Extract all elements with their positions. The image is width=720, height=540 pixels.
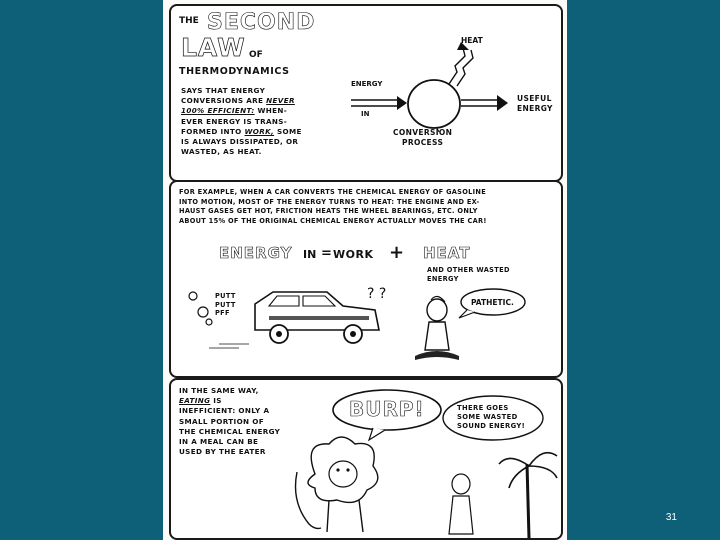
title-second: SECOND <box>207 10 316 35</box>
panel-second-law <box>169 4 563 182</box>
eating-part-2: IS INEFFICIENT: ONLY A SMALL PORTION OF THE CHEMICAL ENERGY IN A MEAL CAN BE USED BY THE EATER <box>179 396 281 457</box>
second-law-text <box>181 86 331 157</box>
eq-heat: HEAT <box>423 244 471 262</box>
says-part-1: SAYS THAT ENERGY CONVERSIONS ARE <box>181 86 266 106</box>
sound-energy-speech: THERE GOES SOME WASTED SOUND ENERGY! <box>457 404 526 430</box>
eq-in: IN <box>303 248 317 261</box>
comic-page <box>163 0 567 540</box>
says-work: WORK, <box>244 126 275 136</box>
eq-plus: + <box>389 242 405 263</box>
eq-energy: ENERGY <box>219 244 293 262</box>
diagram-in: IN <box>361 110 370 118</box>
car-illustration <box>179 282 399 362</box>
says-part-3: SOME IS ALWAYS DISSIPATED, OR WASTED, AS HEAT. <box>181 126 302 157</box>
title-law: LAW <box>181 33 246 62</box>
eating-part-1: IN THE SAME WAY, <box>179 386 259 395</box>
page-number: 31 <box>665 512 677 523</box>
diagram-energy: ENERGY <box>351 80 383 88</box>
burp-text: BURP! <box>349 397 425 421</box>
title-of: OF <box>249 50 263 60</box>
title-thermodynamics: THERMODYNAMICS <box>179 66 290 77</box>
diagram-useful-energy: USEFUL ENERGY <box>517 94 553 114</box>
putt-sound: PUTT PUTT PFF <box>215 292 236 318</box>
eq-equals: = <box>321 246 332 261</box>
title-the: THE <box>179 16 199 26</box>
says-never: NEVER 100% EFFICIENT: <box>181 96 295 116</box>
panel-eating-example <box>169 378 563 540</box>
car-example-text: FOR EXAMPLE, WHEN A CAR CONVERTS THE CHEMICAL ENERGY OF GASOLINE INTO MOTION, MOST OF THE ENERGY TURNS TO HEAT: THE ENGINE AND EX- HAUST GASES GET HOT, FRICTION HEATS THE WHEEL BEARINGS, ETC. ONLY ABOUT 15% OF THE ORIGINAL CHEMICAL ENERGY ACTUALLY MOVES THE CAR! <box>179 188 487 225</box>
pathetic-speech: PATHETIC. <box>471 298 514 307</box>
lion-illustration <box>289 432 409 536</box>
question-marks: ? ? <box>367 286 387 302</box>
eq-note: AND OTHER WASTED ENERGY <box>427 266 510 283</box>
woman-and-tree-illustration <box>439 444 559 538</box>
diagram-heat: HEAT <box>461 36 483 45</box>
conversion-circle <box>408 80 460 128</box>
panel-car-example <box>169 180 563 378</box>
says-part-2: WHEN- EVER ENERGY IS TRANS- FORMED INTO <box>181 106 288 136</box>
eq-work: WORK <box>333 248 374 261</box>
eating-word: EATING <box>179 396 211 406</box>
diagram-conversion-process: CONVERSION PROCESS <box>393 128 453 148</box>
